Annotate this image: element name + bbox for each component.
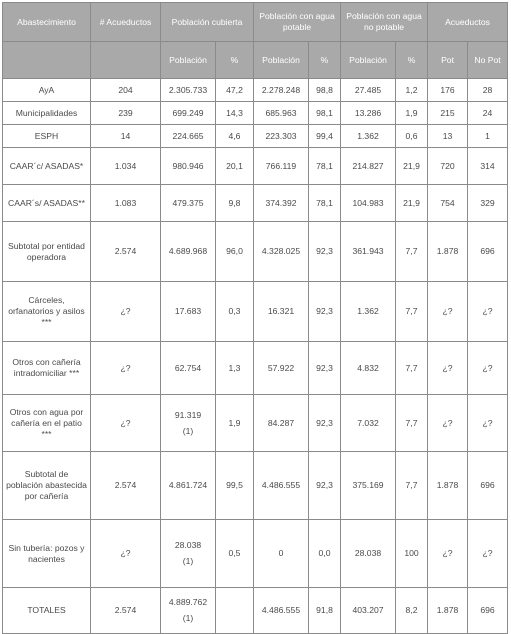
cell-poblacion-cubierta: 224.665 [161,125,216,148]
cell-poblacion-no-potable: 361.943 [341,222,396,282]
cell-poblacion-cubierta-pct: 9,8 [216,185,254,222]
row-name: Municipalidades [3,102,91,125]
row-name: ESPH [3,125,91,148]
cell-poblacion-cubierta: 699.249 [161,102,216,125]
row-name: Subtotal por entidad operadora [3,222,91,282]
cell-no-pot: 696 [468,452,508,520]
cell-poblacion-potable-pct: 92,3 [309,342,341,395]
cell-poblacion-no-potable-pct: 1,9 [396,102,428,125]
cell-poblacion-no-potable-pct: 21,9 [396,148,428,185]
cell-poblacion-cubierta-pct: 96,0 [216,222,254,282]
cell-poblacion-potable-pct: 78,1 [309,148,341,185]
cell-poblacion-no-potable: 403.207 [341,588,396,634]
footnote-marker: (1) [182,425,194,436]
cell-pot: 1.878 [428,222,468,282]
cell-acueductos: 2.574 [91,452,161,520]
cell-poblacion-potable: 84.287 [254,395,309,452]
cell-acueductos: ¿? [91,395,161,452]
cell-poblacion-potable-pct: 99,4 [309,125,341,148]
cell-pot: 215 [428,102,468,125]
cell-poblacion-potable: 4.486.555 [254,588,309,634]
footnote-marker: (1) [182,556,194,566]
cell-no-pot: 28 [468,79,508,102]
cell-poblacion-potable: 374.392 [254,185,309,222]
table-row [3,125,508,148]
table-row [3,452,508,520]
table-row [3,395,508,452]
table-row [3,79,508,102]
subheader-pct: % [216,42,254,79]
cell-poblacion-no-potable: 7.032 [341,395,396,452]
cell-poblacion-cubierta-pct: 47,2 [216,79,254,102]
cell-poblacion-potable: 766.119 [254,148,309,185]
cell-acueductos: 239 [91,102,161,125]
cell-poblacion-no-potable: 28.038 [341,520,396,588]
cell-poblacion-potable: 2.278.248 [254,79,309,102]
cell-pot: ¿? [428,282,468,342]
cell-acueductos: 2.574 [91,222,161,282]
table-row [3,102,508,125]
header-poblacion-agua-no-potable: Población con agua no potable [341,3,428,42]
cell-poblacion-potable: 0 [254,520,309,588]
cell-poblacion-cubierta-pct [216,588,254,634]
header-poblacion-cubierta: Población cubierta [161,3,254,42]
cell-pot: 1.878 [428,452,468,520]
header-poblacion-agua-potable: Población con agua potable [254,3,341,42]
row-name: CAAR´s/ ASADAS** [3,185,91,222]
cell-pot: 13 [428,125,468,148]
cell-poblacion-no-potable: 4.832 [341,342,396,395]
cell-no-pot: 24 [468,102,508,125]
row-name: Otros con cañería intradomiciliar *** [3,342,91,395]
cell-no-pot: 314 [468,148,508,185]
cell-poblacion-cubierta-pct: 4,6 [216,125,254,148]
cell-poblacion-no-potable: 1.362 [341,125,396,148]
cell-poblacion-cubierta-pct: 1,9 [216,395,254,452]
row-name: CAAR´c/ ASADAS* [3,148,91,185]
cell-no-pot: 1 [468,125,508,148]
cell-poblacion-no-potable: 214.827 [341,148,396,185]
cell-pot: ¿? [428,342,468,395]
cell-poblacion-no-potable-pct: 1,2 [396,79,428,102]
cell-poblacion-potable: 57.922 [254,342,309,395]
cell-no-pot: 696 [468,222,508,282]
cell-poblacion-no-potable: 375.169 [341,452,396,520]
cell-poblacion-cubierta-pct: 14,3 [216,102,254,125]
cell-acueductos: 14 [91,125,161,148]
cell-pot: 176 [428,79,468,102]
cell-acueductos: 204 [91,79,161,102]
cell-poblacion-no-potable: 13.286 [341,102,396,125]
cell-poblacion-potable-pct: 78,1 [309,185,341,222]
subheader-no-pot: No Pot [468,42,508,79]
cell-poblacion-no-potable-pct: 8,2 [396,588,428,634]
cell-value: 4.889.762 [168,597,208,607]
table-row [3,148,508,185]
table-row [3,282,508,342]
cell-poblacion-no-potable-pct: 7,7 [396,342,428,395]
cell-poblacion-potable: 16.321 [254,282,309,342]
cell-poblacion-cubierta-pct: 0,5 [216,520,254,588]
subheader-poblacion: Población [341,42,396,79]
row-name: Subtotal de población abastecida por cañería [3,452,91,520]
table-row [3,588,508,634]
cell-poblacion-potable: 685.963 [254,102,309,125]
cell-poblacion-potable-pct: 98,1 [309,102,341,125]
subheader-blank [91,42,161,79]
cell-poblacion-potable-pct: 98,8 [309,79,341,102]
cell-poblacion-no-potable-pct: 7,7 [396,395,428,452]
cell-poblacion-potable: 4.486.555 [254,452,309,520]
subheader-pct: % [309,42,341,79]
cell-pot: ¿? [428,395,468,452]
water-supply-table [2,2,508,634]
cell-poblacion-cubierta [161,520,216,588]
cell-no-pot: 696 [468,588,508,634]
footnote-marker: (1) [182,613,194,623]
subheader-pot: Pot [428,42,468,79]
cell-poblacion-cubierta [161,395,216,452]
cell-poblacion-potable-pct: 92,3 [309,222,341,282]
row-name: Otros con agua por cañería en el patio *** [3,395,91,452]
cell-acueductos: 1.034 [91,148,161,185]
cell-poblacion-no-potable: 104.983 [341,185,396,222]
row-name: Cárceles, orfanatorios y asilos *** [3,282,91,342]
cell-poblacion-cubierta [161,588,216,634]
row-name: AyA [3,79,91,102]
cell-no-pot: ¿? [468,395,508,452]
cell-no-pot: ¿? [468,520,508,588]
cell-poblacion-potable-pct: 92,3 [309,395,341,452]
subheader-poblacion: Población [161,42,216,79]
cell-poblacion-no-potable-pct: 0,6 [396,125,428,148]
cell-poblacion-cubierta: 62.754 [161,342,216,395]
cell-poblacion-cubierta: 4.861.724 [161,452,216,520]
row-name: TOTALES [3,588,91,634]
cell-poblacion-no-potable-pct: 7,7 [396,222,428,282]
cell-poblacion-no-potable-pct: 21,9 [396,185,428,222]
header-acueductos: Acueductos [428,3,508,42]
cell-poblacion-no-potable-pct: 100 [396,520,428,588]
cell-poblacion-no-potable: 27.485 [341,79,396,102]
subheader-pct: % [396,42,428,79]
cell-poblacion-cubierta-pct: 20,1 [216,148,254,185]
cell-poblacion-no-potable-pct: 7,7 [396,452,428,520]
cell-poblacion-cubierta: 2.305.733 [161,79,216,102]
cell-pot: 720 [428,148,468,185]
cell-no-pot: ¿? [468,342,508,395]
cell-poblacion-cubierta: 4.689.968 [161,222,216,282]
cell-no-pot: ¿? [468,282,508,342]
cell-acueductos: 1.083 [91,185,161,222]
table-row [3,342,508,395]
cell-poblacion-cubierta: 980.946 [161,148,216,185]
header-abastecimiento: Abastecimiento [3,3,91,42]
cell-poblacion-no-potable: 1.362 [341,282,396,342]
cell-acueductos: 2.574 [91,588,161,634]
row-name: Sin tubería: pozos y nacientes [3,520,91,588]
cell-acueductos: ¿? [91,282,161,342]
cell-poblacion-potable-pct: 92,3 [309,452,341,520]
cell-acueductos: ¿? [91,342,161,395]
cell-poblacion-cubierta-pct: 1,3 [216,342,254,395]
cell-poblacion-potable: 4.328.025 [254,222,309,282]
cell-pot: ¿? [428,520,468,588]
cell-value: 91.319 [174,409,202,420]
cell-pot: 754 [428,185,468,222]
cell-poblacion-cubierta-pct: 99,5 [216,452,254,520]
header-acueductos-count: # Acueductos [91,3,161,42]
cell-pot: 1.878 [428,588,468,634]
cell-poblacion-cubierta: 479.375 [161,185,216,222]
cell-acueductos: ¿? [91,520,161,588]
cell-poblacion-potable: 223.303 [254,125,309,148]
cell-poblacion-no-potable-pct: 7,7 [396,282,428,342]
cell-poblacion-cubierta-pct: 0,3 [216,282,254,342]
subheader-blank [3,42,91,79]
cell-value: 28.038 [174,540,202,550]
table-row [3,520,508,588]
table-row [3,222,508,282]
cell-poblacion-potable-pct: 0,0 [309,520,341,588]
cell-poblacion-potable-pct: 91,8 [309,588,341,634]
cell-no-pot: 329 [468,185,508,222]
table-row [3,185,508,222]
subheader-poblacion: Población [254,42,309,79]
cell-poblacion-cubierta: 17.683 [161,282,216,342]
cell-poblacion-potable-pct: 92,3 [309,282,341,342]
